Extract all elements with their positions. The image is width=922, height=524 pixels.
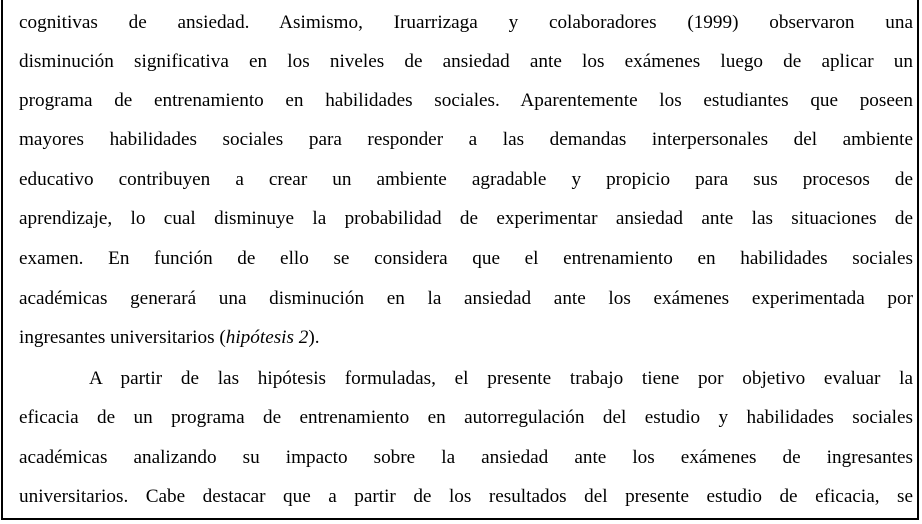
- paragraph1-line-6: aprendizaje, lo cual disminuye la probabilidad de experimentar ansiedad ante las situaciones de: [19, 208, 913, 229]
- paragraph2-line-3: académicas analizando su impacto sobre la ansiedad ante los exámenes de ingresantes: [19, 447, 913, 468]
- paragraph1-line-1: cognitivas de ansiedad. Asimismo, Iruarrizaga y colaboradores (1999) observaron una: [19, 12, 913, 33]
- paragraph2-line-2: eficacia de un programa de entrenamiento en autorregulación del estudio y habilidades sociales: [19, 407, 913, 428]
- document-frame: [1, 0, 919, 520]
- paragraph1-line-9: [19, 318, 913, 357]
- last-line-suffix: ).: [308, 327, 320, 348]
- paragraph1-line-4: mayores habilidades sociales para responder a las demandas interpersonales del ambiente: [19, 129, 913, 150]
- hypothesis-reference: hipótesis 2: [225, 327, 309, 348]
- paragraph2-line-1: A partir de las hipótesis formuladas, el presente trabajo tiene por objetivo evaluar la: [89, 368, 913, 389]
- paragraph2-line-4: universitarios. Cabe destacar que a partir de los resultados del presente estudio de eficacia, se: [19, 486, 913, 507]
- paragraph1-line-7: examen. En función de ello se considera que el entrenamiento en habilidades sociales: [19, 248, 913, 269]
- last-line-prefix: ingresantes universitarios (: [19, 327, 226, 348]
- paragraph1-line-2: disminución significativa en los niveles de ansiedad ante los exámenes luego de aplicar un: [19, 51, 913, 72]
- paragraph1-line-3: programa de entrenamiento en habilidades sociales. Aparentemente los estudiantes que poseen: [19, 90, 913, 111]
- paragraph1-line-8: académicas generará una disminución en la ansiedad ante los exámenes experimentada por: [19, 288, 913, 309]
- paragraph1-line-5: educativo contribuyen a crear un ambiente agradable y propicio para sus procesos de: [19, 169, 913, 190]
